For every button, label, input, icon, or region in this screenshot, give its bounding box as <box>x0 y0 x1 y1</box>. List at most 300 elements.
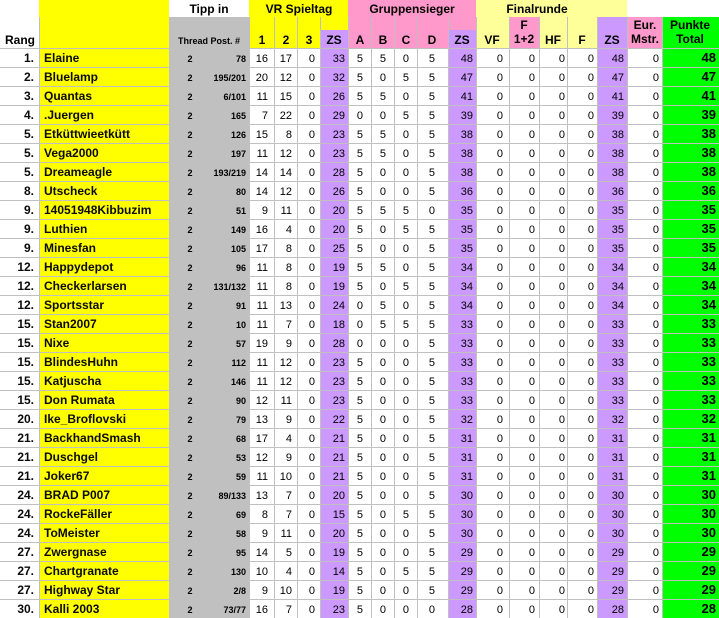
cell-f12: 0 <box>528 414 535 426</box>
cell-d: 5 <box>428 338 435 350</box>
cell-a: 5 <box>356 490 363 502</box>
cell-d: 5 <box>428 509 435 521</box>
cell-total: 29 <box>701 544 716 559</box>
cell-zs3: 38 <box>611 148 624 160</box>
cell-eur: 0 <box>652 604 659 616</box>
cell-post: 95 <box>235 548 246 558</box>
cell-s2: 11 <box>280 395 292 407</box>
cell-s3: 0 <box>308 509 315 521</box>
cell-f: 0 <box>587 566 594 578</box>
cell-vf: 0 <box>496 357 503 369</box>
cell-hf: 0 <box>558 395 565 407</box>
cell-post: 73/77 <box>223 605 246 615</box>
cell-s3: 0 <box>308 471 315 483</box>
cell-f12: 0 <box>528 528 535 540</box>
cell-f12: 0 <box>528 262 535 274</box>
cell-zs2: 31 <box>460 452 473 464</box>
cell-c: 0 <box>402 547 409 559</box>
cell-zs3: 41 <box>611 91 624 103</box>
cell-hf: 0 <box>558 205 565 217</box>
cell-zs3: 30 <box>611 528 624 540</box>
cell-c: 0 <box>402 148 409 160</box>
cell-total: 31 <box>701 430 716 445</box>
col-b-header: B <box>378 33 388 47</box>
col-1-header: 1 <box>258 33 266 47</box>
cell-c: 5 <box>402 224 409 236</box>
cell-b: 0 <box>379 357 386 369</box>
cell-name: Zwergnase <box>44 545 107 559</box>
cell-zs2: 33 <box>460 357 473 369</box>
cell-s1: 9 <box>261 585 268 597</box>
cell-eur: 0 <box>652 129 659 141</box>
cell-vf: 0 <box>496 300 503 312</box>
cell-f: 0 <box>587 319 594 331</box>
cell-eur: 0 <box>652 585 659 597</box>
cell-total: 34 <box>701 259 716 274</box>
cell-f: 0 <box>587 338 594 350</box>
cell-rank: 24. <box>17 507 34 521</box>
cell-s1: 16 <box>255 604 268 616</box>
cell-zs3: 33 <box>611 395 624 407</box>
cell-hf: 0 <box>558 357 565 369</box>
cell-zs1: 19 <box>332 262 345 274</box>
cell-zs3: 35 <box>611 224 624 236</box>
cell-f: 0 <box>587 224 594 236</box>
cell-zs1: 15 <box>332 509 345 521</box>
cell-s2: 7 <box>285 604 292 616</box>
cell-rank: 15. <box>17 393 34 407</box>
cell-total: 35 <box>701 202 716 217</box>
cell-post: 10 <box>235 320 246 330</box>
cell-vf: 0 <box>496 53 503 65</box>
cell-a: 5 <box>356 167 363 179</box>
cell-eur: 0 <box>652 319 659 331</box>
cell-s2: 11 <box>280 205 292 217</box>
cell-total: 31 <box>701 449 716 464</box>
cell-f: 0 <box>587 452 594 464</box>
cell-s2: 7 <box>285 509 292 521</box>
cell-c: 5 <box>402 110 409 122</box>
cell-rank: 5. <box>23 165 34 179</box>
cell-vf: 0 <box>496 490 503 502</box>
cell-f12: 0 <box>528 148 535 160</box>
cell-name: Elaine <box>44 51 80 65</box>
cell-zs2: 41 <box>460 91 473 103</box>
cell-d: 5 <box>428 262 435 274</box>
cell-f12: 0 <box>528 243 535 255</box>
cell-vf: 0 <box>496 547 503 559</box>
cell-name: Vega2000 <box>44 146 99 160</box>
cell-vf: 0 <box>496 509 503 521</box>
cell-b: 0 <box>379 471 386 483</box>
cell-c: 0 <box>402 490 409 502</box>
cell-thread: 2 <box>187 92 193 102</box>
cell-zs2: 28 <box>460 604 473 616</box>
cell-total: 32 <box>701 411 716 426</box>
cell-a: 5 <box>356 604 363 616</box>
table-row <box>17 430 716 445</box>
cell-hf: 0 <box>558 547 565 559</box>
cell-s2: 10 <box>279 471 292 483</box>
cell-d: 5 <box>428 528 435 540</box>
hf-header: HF <box>545 33 561 47</box>
cell-s3: 0 <box>308 452 315 464</box>
cell-rank: 2. <box>23 70 34 84</box>
cell-f: 0 <box>587 262 594 274</box>
cell-name: Quantas <box>44 89 93 103</box>
cell-vf: 0 <box>496 129 503 141</box>
cell-s1: 17 <box>255 433 268 445</box>
cell-a: 5 <box>356 186 363 198</box>
cell-f: 0 <box>587 205 594 217</box>
cell-vf: 0 <box>496 338 503 350</box>
cell-b: 0 <box>379 224 386 236</box>
cell-name: Chartgranate <box>44 564 119 578</box>
cell-s2: 8 <box>285 281 292 293</box>
cell-s1: 16 <box>255 224 268 236</box>
cell-d: 5 <box>428 243 435 255</box>
vr-spieltag-header: VR Spieltag <box>265 2 333 16</box>
cell-rank: 21. <box>17 450 34 464</box>
cell-s1: 14 <box>255 547 268 559</box>
cell-b: 5 <box>379 53 386 65</box>
cell-c: 5 <box>402 205 409 217</box>
cell-zs2: 32 <box>460 414 473 426</box>
cell-rank: 9. <box>23 222 34 236</box>
cell-zs1: 23 <box>332 395 345 407</box>
tipp-in-header: Tipp in <box>189 2 229 16</box>
cell-s2: 7 <box>285 490 292 502</box>
cell-post: 91 <box>235 301 246 311</box>
f12-header-line1: F <box>520 18 528 32</box>
cell-zs3: 30 <box>611 509 624 521</box>
table-row <box>24 126 716 141</box>
cell-c: 0 <box>402 433 409 445</box>
cell-post: 53 <box>235 453 246 463</box>
cell-s2: 8 <box>285 129 292 141</box>
cell-c: 0 <box>402 243 409 255</box>
cell-hf: 0 <box>558 376 565 388</box>
cell-total: 39 <box>701 107 716 122</box>
cell-f12: 0 <box>528 452 535 464</box>
cell-eur: 0 <box>652 110 659 122</box>
cell-total: 30 <box>701 525 716 540</box>
cell-b: 0 <box>379 338 386 350</box>
cell-thread: 2 <box>187 130 193 140</box>
cell-total: 33 <box>701 354 716 369</box>
cell-f: 0 <box>587 357 594 369</box>
cell-rank: 15. <box>17 355 34 369</box>
cell-thread: 2 <box>187 187 193 197</box>
cell-hf: 0 <box>558 91 565 103</box>
cell-s1: 11 <box>256 281 268 293</box>
cell-s3: 0 <box>308 243 315 255</box>
cell-d: 5 <box>428 566 435 578</box>
cell-zs2: 47 <box>460 72 473 84</box>
cell-zs1: 23 <box>332 376 345 388</box>
cell-a: 5 <box>356 357 363 369</box>
cell-total: 48 <box>701 50 716 65</box>
cell-a: 0 <box>356 110 363 122</box>
cell-zs3: 33 <box>611 357 624 369</box>
cell-s3: 0 <box>308 72 315 84</box>
cell-s1: 12 <box>255 395 268 407</box>
cell-f: 0 <box>587 376 594 388</box>
cell-zs1: 21 <box>332 433 345 445</box>
cell-s3: 0 <box>308 110 315 122</box>
cell-name: 14051948Kibbuzim <box>44 203 152 217</box>
cell-f: 0 <box>587 414 594 426</box>
cell-zs1: 19 <box>332 547 345 559</box>
cell-thread: 2 <box>187 434 193 444</box>
cell-f12: 0 <box>528 300 535 312</box>
cell-s1: 16 <box>255 53 268 65</box>
cell-b: 0 <box>379 452 386 464</box>
cell-zs2: 30 <box>460 528 473 540</box>
cell-f12: 0 <box>528 604 535 616</box>
cell-thread: 2 <box>187 396 193 406</box>
cell-c: 0 <box>402 186 409 198</box>
cell-post: 68 <box>235 434 246 444</box>
cell-s3: 0 <box>308 376 315 388</box>
cell-thread: 2 <box>187 529 193 539</box>
cell-rank: 12. <box>17 260 34 274</box>
cell-eur: 0 <box>652 528 659 540</box>
cell-a: 5 <box>356 148 363 160</box>
cell-f: 0 <box>587 243 594 255</box>
cell-rank: 3. <box>23 89 34 103</box>
cell-zs1: 23 <box>332 129 345 141</box>
cell-rank: 27. <box>17 564 34 578</box>
cell-s2: 10 <box>279 585 292 597</box>
cell-c: 0 <box>402 262 409 274</box>
cell-b: 0 <box>379 281 386 293</box>
cell-name: Luthien <box>44 222 88 236</box>
cell-a: 5 <box>356 433 363 445</box>
cell-zs3: 31 <box>611 433 624 445</box>
cell-rank: 20. <box>17 412 34 426</box>
cell-total: 30 <box>701 506 716 521</box>
cell-f: 0 <box>587 281 594 293</box>
cell-f12: 0 <box>528 547 535 559</box>
cell-hf: 0 <box>558 243 565 255</box>
cell-s2: 9 <box>285 452 292 464</box>
cell-post: 2/8 <box>233 586 246 596</box>
cell-name: Dreameagle <box>44 165 113 179</box>
cell-d: 5 <box>428 53 435 65</box>
cell-b: 0 <box>379 433 386 445</box>
cell-name: Sportsstar <box>44 298 105 312</box>
cell-total: 38 <box>701 164 716 179</box>
cell-zs2: 33 <box>460 338 473 350</box>
cell-s1: 14 <box>255 186 268 198</box>
cell-hf: 0 <box>558 509 565 521</box>
cell-s2: 13 <box>279 300 292 312</box>
cell-c: 5 <box>402 566 409 578</box>
cell-zs3: 36 <box>611 186 624 198</box>
cell-vf: 0 <box>496 186 503 198</box>
cell-thread: 2 <box>187 472 193 482</box>
cell-zs2: 36 <box>460 186 473 198</box>
cell-f: 0 <box>587 547 594 559</box>
cell-s3: 0 <box>308 395 315 407</box>
cell-total: 34 <box>701 297 716 312</box>
cell-vf: 0 <box>496 471 503 483</box>
cell-zs3: 29 <box>611 585 624 597</box>
cell-f12: 0 <box>528 319 535 331</box>
cell-b: 5 <box>379 319 386 331</box>
cell-s1: 20 <box>255 72 268 84</box>
cell-d: 5 <box>428 452 435 464</box>
cell-a: 5 <box>356 72 363 84</box>
cell-zs3: 39 <box>611 110 624 122</box>
cell-hf: 0 <box>558 319 565 331</box>
cell-hf: 0 <box>558 53 565 65</box>
cell-f12: 0 <box>528 490 535 502</box>
cell-f: 0 <box>587 433 594 445</box>
cell-s3: 0 <box>308 566 315 578</box>
cell-b: 0 <box>379 604 386 616</box>
cell-c: 0 <box>402 452 409 464</box>
cell-rank: 8. <box>23 184 34 198</box>
cell-post: 193/219 <box>213 168 246 178</box>
cell-s3: 0 <box>308 414 315 426</box>
cell-rank: 12. <box>17 279 34 293</box>
cell-name: Utscheck <box>44 184 98 198</box>
cell-f12: 0 <box>528 186 535 198</box>
zs2-header: ZS <box>454 33 470 47</box>
cell-total: 35 <box>701 221 716 236</box>
cell-vf: 0 <box>496 148 503 160</box>
cell-a: 5 <box>356 91 363 103</box>
cell-post: 78 <box>235 54 246 64</box>
cell-vf: 0 <box>496 414 503 426</box>
cell-vf: 0 <box>496 433 503 445</box>
cell-f: 0 <box>587 509 594 521</box>
cell-vf: 0 <box>496 243 503 255</box>
cell-d: 5 <box>428 547 435 559</box>
cell-name: Ike_Broflovski <box>44 412 127 426</box>
cell-zs1: 26 <box>332 91 345 103</box>
cell-b: 0 <box>379 547 386 559</box>
cell-f12: 0 <box>528 129 535 141</box>
cell-f12: 0 <box>528 357 535 369</box>
cell-a: 5 <box>356 509 363 521</box>
cell-f: 0 <box>587 395 594 407</box>
cell-c: 0 <box>402 604 409 616</box>
cell-zs2: 34 <box>460 281 473 293</box>
zs1-header: ZS <box>326 33 342 47</box>
cell-s3: 0 <box>308 205 315 217</box>
cell-vf: 0 <box>496 205 503 217</box>
cell-zs3: 38 <box>611 167 624 179</box>
cell-eur: 0 <box>652 72 659 84</box>
cell-zs3: 38 <box>611 129 624 141</box>
cell-total: 35 <box>701 240 716 255</box>
cell-thread: 2 <box>187 282 193 292</box>
cell-zs1: 24 <box>332 300 345 312</box>
cell-vf: 0 <box>496 395 503 407</box>
cell-post: 59 <box>235 472 246 482</box>
cell-d: 5 <box>428 167 435 179</box>
cell-a: 5 <box>356 395 363 407</box>
cell-rank: 15. <box>17 317 34 331</box>
cell-f: 0 <box>587 91 594 103</box>
cell-a: 5 <box>356 585 363 597</box>
cell-zs2: 34 <box>460 262 473 274</box>
cell-eur: 0 <box>652 395 659 407</box>
cell-thread: 2 <box>187 377 193 387</box>
punkte-header-line1: Punkte <box>669 18 711 32</box>
cell-s1: 10 <box>255 566 268 578</box>
cell-post: 80 <box>235 187 246 197</box>
cell-eur: 0 <box>652 357 659 369</box>
cell-f: 0 <box>587 167 594 179</box>
cell-hf: 0 <box>558 528 565 540</box>
eur-mstr-header-line2: Mstr. <box>630 32 660 46</box>
cell-eur: 0 <box>652 547 659 559</box>
cell-zs1: 23 <box>332 357 345 369</box>
cell-a: 5 <box>356 53 363 65</box>
cell-total: 47 <box>701 69 716 84</box>
cell-eur: 0 <box>652 376 659 388</box>
cell-rank: 9. <box>23 203 34 217</box>
cell-s3: 0 <box>308 585 315 597</box>
cell-d: 5 <box>428 91 435 103</box>
cell-zs3: 33 <box>611 376 624 388</box>
cell-zs3: 31 <box>611 452 624 464</box>
cell-name: .Juergen <box>44 108 95 122</box>
cell-eur: 0 <box>652 148 659 160</box>
col-a-header: A <box>355 33 365 47</box>
cell-post: 131/132 <box>213 282 246 292</box>
cell-s2: 14 <box>279 167 292 179</box>
cell-zs1: 25 <box>332 243 345 255</box>
cell-s1: 15 <box>255 129 268 141</box>
cell-b: 0 <box>379 186 386 198</box>
cell-zs2: 31 <box>460 471 473 483</box>
cell-s1: 11 <box>256 300 268 312</box>
cell-total: 38 <box>701 126 716 141</box>
cell-s1: 12 <box>255 452 268 464</box>
cell-d: 5 <box>428 319 435 331</box>
cell-s2: 4 <box>285 224 292 236</box>
cell-f: 0 <box>587 604 594 616</box>
cell-a: 5 <box>356 281 363 293</box>
cell-f12: 0 <box>528 53 535 65</box>
cell-d: 5 <box>428 186 435 198</box>
cell-c: 0 <box>402 471 409 483</box>
cell-thread: 2 <box>187 301 193 311</box>
cell-s1: 11 <box>256 471 268 483</box>
gruppensieger-header: Gruppensieger <box>369 2 455 16</box>
cell-total: 41 <box>701 88 716 103</box>
cell-c: 0 <box>402 91 409 103</box>
cell-name: Joker67 <box>44 469 90 483</box>
cell-s1: 14 <box>255 167 268 179</box>
cell-hf: 0 <box>558 186 565 198</box>
cell-c: 0 <box>402 585 409 597</box>
cell-zs2: 39 <box>460 110 473 122</box>
cell-thread: 2 <box>187 54 193 64</box>
cell-hf: 0 <box>558 338 565 350</box>
cell-zs2: 31 <box>460 433 473 445</box>
cell-f12: 0 <box>528 110 535 122</box>
cell-rank: 5. <box>23 127 34 141</box>
cell-s2: 8 <box>285 262 292 274</box>
cell-hf: 0 <box>558 471 565 483</box>
cell-f: 0 <box>587 585 594 597</box>
